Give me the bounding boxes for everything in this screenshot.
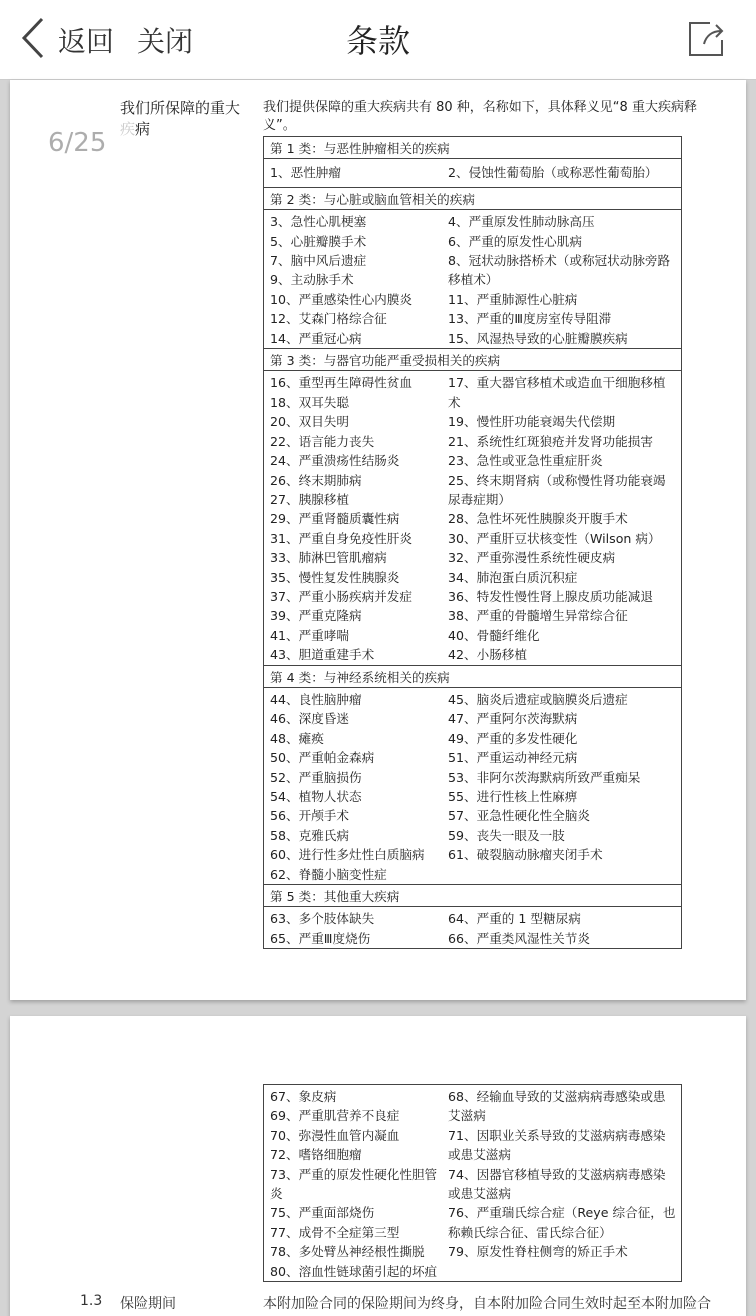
disease-item: 25、终末期肾病（或称慢性肾功能衰竭尿毒症期） [448, 472, 666, 507]
disease-item: 70、弥漫性血管内凝血 [270, 1127, 400, 1143]
disease-item: 35、慢性复发性胰腺炎 [270, 569, 400, 585]
disease-list [264, 688, 681, 884]
disease-item: 27、胰腺移植 [270, 491, 349, 507]
disease-item: 23、急性或亚急性重症肝炎 [448, 453, 603, 469]
disease-item: 66、严重类风湿性关节炎 [448, 930, 590, 946]
disease-column-left [270, 212, 448, 348]
chevron-left-icon [18, 16, 48, 60]
disease-item: 74、因器官移植导致的艾滋病病毒感染或患艾滋病 [448, 1166, 666, 1202]
document-page [10, 80, 746, 1000]
disease-item: 76、严重瑞氏综合症（Reye 综合征，也称赖氏综合征、雷氏综合征） [448, 1205, 676, 1240]
category-header: 第 2 类：与心脏或脑血管相关的疾病 [264, 187, 681, 210]
disease-column-right [448, 909, 681, 948]
disease-list [264, 907, 681, 948]
disease-table [263, 1084, 682, 1282]
disease-item: 48、瘫痪 [270, 730, 324, 746]
disease-item: 79、原发性脊柱侧弯的矫正手术 [448, 1244, 628, 1260]
disease-item: 49、严重的多发性硬化 [448, 730, 578, 746]
disease-list [264, 1085, 681, 1281]
category-header: 第 1 类：与恶性肿瘤相关的疾病 [264, 137, 681, 159]
back-button[interactable] [18, 16, 48, 60]
disease-column-left [270, 163, 448, 182]
disease-item: 60、进行性多灶性白质脑病 [270, 847, 425, 863]
category-header: 第 5 类：其他重大疾病 [264, 884, 681, 907]
disease-item: 69、严重肌营养不良症 [270, 1108, 400, 1124]
disease-item: 65、严重Ⅲ度烧伤 [270, 930, 371, 946]
disease-item: 6、严重的原发性心肌病 [448, 233, 582, 249]
disease-item: 24、严重溃疡性结肠炎 [270, 453, 400, 469]
close-link[interactable]: 关闭 [137, 25, 194, 58]
disease-item: 19、慢性肝功能衰竭失代偿期 [448, 414, 616, 430]
disease-column-left [270, 1087, 448, 1281]
disease-column-left [270, 690, 448, 884]
disease-item: 64、严重的 1 型糖尿病 [448, 911, 581, 927]
disease-column-right [448, 373, 681, 664]
disease-item: 55、进行性核上性麻痹 [448, 789, 578, 804]
disease-item: 20、双目失明 [270, 414, 349, 430]
disease-item: 42、小肠移植 [448, 647, 527, 663]
disease-list [264, 210, 681, 348]
disease-item: 50、严重帕金森病 [270, 750, 375, 766]
disease-item: 56、开颅手术 [270, 808, 349, 824]
disease-item: 52、严重脑损伤 [270, 769, 362, 785]
disease-item: 15、风湿热导致的心脏瓣膜疾病 [448, 330, 628, 346]
disease-item: 17、重大器官移植术或造血干细胞移植术 [448, 375, 666, 410]
disease-item: 10、严重感染性心内膜炎 [270, 291, 412, 307]
disease-item: 29、严重肾髓质囊性病 [270, 511, 400, 527]
disease-item: 30、严重肝豆状核变性（Wilson 病） [448, 530, 661, 546]
disease-item: 11、严重肺源性心脏病 [448, 291, 578, 307]
disease-item: 38、严重的骨髓增生异常综合征 [448, 608, 628, 624]
disease-item: 7、脑中风后遗症 [270, 253, 367, 269]
disease-item: 72、嗜铬细胞瘤 [270, 1147, 362, 1163]
page-title: 条款 [345, 22, 410, 60]
disease-item: 9、主动脉手术 [270, 272, 354, 288]
disease-item: 31、严重自身免疫性肝炎 [270, 530, 412, 546]
disease-item: 37、严重小肠疾病并发症 [270, 588, 412, 604]
disease-item: 4、严重原发性肺动脉高压 [448, 214, 595, 230]
section-number: 1.3 [80, 1293, 103, 1309]
disease-item: 26、终末期肺病 [270, 472, 362, 488]
category-header: 第 4 类：与神经系统相关的疾病 [264, 665, 681, 688]
share-button[interactable] [686, 20, 728, 58]
disease-item: 77、成骨不全症第三型 [270, 1224, 400, 1240]
disease-item: 39、严重克隆病 [270, 608, 362, 624]
disease-item: 57、亚急性硬化性全脑炎 [448, 808, 590, 824]
disease-item: 34、肺泡蛋白质沉积症 [448, 569, 578, 585]
disease-item: 41、严重哮喘 [270, 627, 349, 643]
disease-item: 40、骨髓纤维化 [448, 627, 540, 643]
page-indicator: 6/25 [48, 128, 107, 158]
disease-item: 61、破裂脑动脉瘤夹闭手术 [448, 847, 603, 863]
disease-item: 43、胆道重建手术 [270, 647, 375, 663]
disease-item: 8、冠状动脉搭桥术（或称冠状动脉旁路移植术） [448, 253, 671, 288]
disease-item: 75、严重面部烧伤 [270, 1205, 375, 1221]
section-heading: 我们所保障的重大 疾病 [120, 99, 241, 138]
disease-item: 62、脊髓小脑变性症 [270, 866, 387, 882]
disease-column-left [270, 909, 448, 948]
document-page [10, 1016, 746, 1316]
disease-item: 59、丧失一眼及一肢 [448, 827, 565, 843]
disease-column-right [448, 163, 681, 182]
disease-item: 78、多处臂丛神经根性撕脱 [270, 1244, 425, 1260]
back-link[interactable]: 返回 [58, 25, 115, 58]
disease-item: 45、脑炎后遗症或脑膜炎后遗症 [448, 691, 628, 707]
disease-item: 13、严重的Ⅲ度房室传导阻滞 [448, 311, 612, 327]
disease-column-right [448, 690, 681, 884]
disease-item: 5、心脏瓣膜手术 [270, 233, 367, 249]
disease-item: 58、克雅氏病 [270, 827, 349, 843]
disease-table [263, 136, 682, 949]
disease-list [264, 371, 681, 664]
disease-item: 22、语言能力丧失 [270, 433, 375, 449]
disease-item: 54、植物人状态 [270, 789, 362, 804]
disease-item: 28、急性坏死性胰腺炎开腹手术 [448, 511, 628, 527]
disease-item: 51、严重运动神经元病 [448, 750, 578, 766]
disease-column-left [270, 373, 448, 664]
share-icon [686, 20, 728, 58]
section-title: 保险期间 [120, 1296, 176, 1312]
disease-item: 80、溶血性链球菌引起的坏疽 [270, 1263, 438, 1279]
disease-item: 63、多个肢体缺失 [270, 911, 375, 927]
disease-list [264, 159, 681, 186]
section-text: 本附加险合同的保险期间为终身，自本附加险合同生效时起至本附加险合 [263, 1296, 711, 1312]
disease-item: 33、肺淋巴管肌瘤病 [270, 550, 387, 566]
disease-item: 14、严重冠心病 [270, 330, 362, 346]
disease-item: 32、严重弥漫性系统性硬皮病 [448, 550, 616, 566]
disease-item: 71、因职业关系导致的艾滋病病毒感染或患艾滋病 [448, 1127, 666, 1163]
disease-item: 3、急性心肌梗塞 [270, 214, 367, 230]
disease-item: 1、恶性肿瘤 [270, 165, 341, 181]
disease-item: 53、非阿尔茨海默病所致严重痴呆 [448, 769, 641, 785]
disease-column-right [448, 1087, 681, 1281]
disease-item: 67、象皮病 [270, 1089, 337, 1104]
disease-item: 73、严重的原发性硬化性胆管炎 [270, 1166, 438, 1202]
disease-item: 2、侵蚀性葡萄胎（或称恶性葡萄胎） [448, 165, 658, 181]
disease-item: 12、艾森门格综合征 [270, 311, 387, 327]
nav-bar [0, 0, 756, 80]
disease-item: 36、特发性慢性肾上腺皮质功能减退 [448, 588, 653, 604]
disease-item: 18、双耳失聪 [270, 394, 349, 410]
disease-item: 44、良性脑肿瘤 [270, 691, 362, 707]
category-header: 第 3 类：与器官功能严重受损相关的疾病 [264, 348, 681, 371]
disease-item: 21、系统性红斑狼疮并发肾功能损害 [448, 433, 653, 449]
disease-item: 47、严重阿尔茨海默病 [448, 711, 578, 727]
disease-item: 68、经输血导致的艾滋病病毒感染或患艾滋病 [448, 1089, 666, 1124]
disease-column-right [448, 212, 681, 348]
intro-text: 我们提供保障的重大疾病共有 80 种，名称如下，具体释义见“8 重大疾病释义”。 [263, 100, 697, 133]
disease-item: 16、重型再生障碍性贫血 [270, 375, 412, 391]
disease-item: 46、深度昏迷 [270, 711, 349, 727]
